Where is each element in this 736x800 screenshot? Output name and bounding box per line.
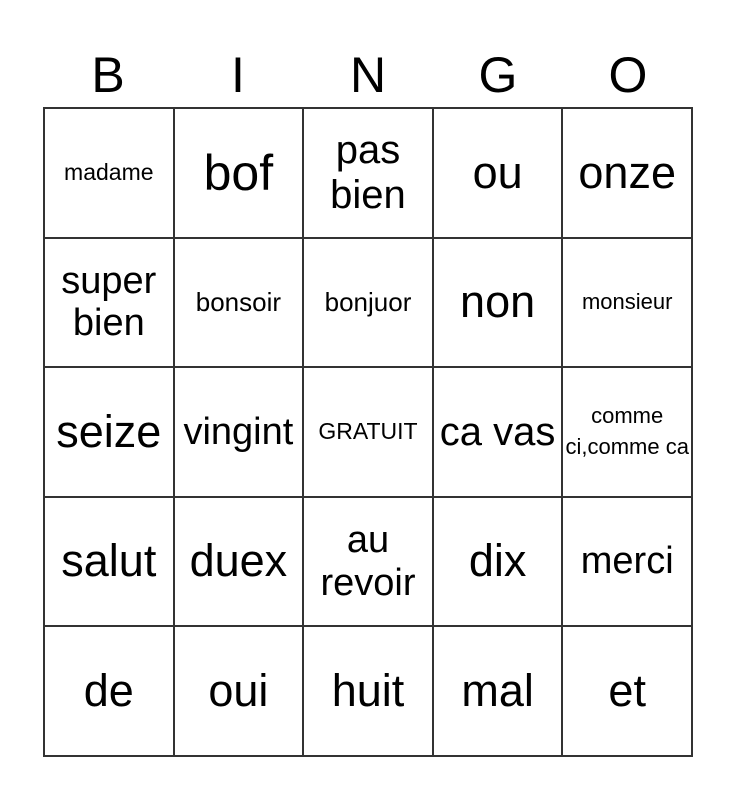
- bingo-cell-r5-c1[interactable]: [44, 626, 174, 756]
- header-letter-n: N: [349, 47, 387, 103]
- bingo-cell-r3-c3[interactable]: [303, 367, 433, 497]
- bingo-cell-r5-c4[interactable]: [433, 626, 563, 756]
- cell-label: au revoir: [320, 519, 416, 604]
- bingo-cell-r2-c2[interactable]: [174, 238, 304, 368]
- cell-label: de: [83, 665, 134, 716]
- cell-label: ou: [472, 146, 523, 198]
- header-letter-g: G: [478, 47, 518, 103]
- cell-label: pas bien: [330, 128, 406, 217]
- cell-label: merci: [580, 540, 674, 583]
- cell-label: salut: [61, 535, 157, 587]
- bingo-cell-r1-c2[interactable]: [174, 108, 304, 238]
- cell-label: madame: [64, 158, 154, 185]
- header-letter-i: I: [231, 47, 245, 103]
- header-letter-b: B: [91, 47, 125, 103]
- cell-label: vingint: [183, 410, 294, 453]
- bingo-cell-r1-c1[interactable]: [44, 108, 174, 238]
- cell-label: dix: [468, 535, 527, 587]
- bingo-cell-r2-c5[interactable]: [562, 238, 692, 368]
- bingo-board: [43, 107, 693, 757]
- cell-label: bof: [203, 144, 274, 201]
- bingo-cell-r1-c5[interactable]: [562, 108, 692, 238]
- cell-label: bonsoir: [195, 286, 282, 317]
- cell-label: monsieur: [581, 289, 673, 315]
- cell-label: onze: [578, 146, 676, 198]
- bingo-cell-r5-c2[interactable]: [174, 626, 304, 756]
- cell-label: duex: [189, 535, 288, 587]
- bingo-cell-r2-c3[interactable]: [303, 238, 433, 368]
- bingo-cell-r3-c5[interactable]: [562, 367, 692, 497]
- free-space-label: GRATUIT: [318, 418, 418, 445]
- header-letter-o: O: [608, 47, 648, 103]
- bingo-cell-r4-c5[interactable]: [562, 497, 692, 627]
- cell-label: super bien: [61, 259, 157, 345]
- cell-label: mal: [461, 665, 534, 716]
- bingo-cell-r5-c5[interactable]: [562, 626, 692, 756]
- bingo-header: [43, 44, 693, 106]
- cell-label: huit: [331, 665, 405, 716]
- bingo-cell-r4-c4[interactable]: [433, 497, 563, 627]
- bingo-cell-r4-c3[interactable]: [303, 497, 433, 627]
- cell-label: ca vas: [439, 409, 556, 454]
- cell-label: comme ci,comme ca: [565, 403, 689, 459]
- cell-label: bonjuor: [324, 286, 412, 317]
- cell-label: et: [608, 665, 646, 716]
- bingo-cell-r4-c1[interactable]: [44, 497, 174, 627]
- bingo-cell-r1-c4[interactable]: [433, 108, 563, 238]
- bingo-cell-r3-c2[interactable]: [174, 367, 304, 497]
- bingo-cell-r5-c3[interactable]: [303, 626, 433, 756]
- bingo-cell-r3-c1[interactable]: [44, 367, 174, 497]
- bingo-cell-r3-c4[interactable]: [433, 367, 563, 497]
- cell-label: oui: [208, 665, 269, 716]
- bingo-cell-r1-c3[interactable]: [303, 108, 433, 238]
- bingo-cell-r2-c1[interactable]: [44, 238, 174, 368]
- bingo-cell-r2-c4[interactable]: [433, 238, 563, 368]
- cell-label: seize: [56, 405, 162, 457]
- cell-label: non: [460, 276, 536, 328]
- bingo-cell-r4-c2[interactable]: [174, 497, 304, 627]
